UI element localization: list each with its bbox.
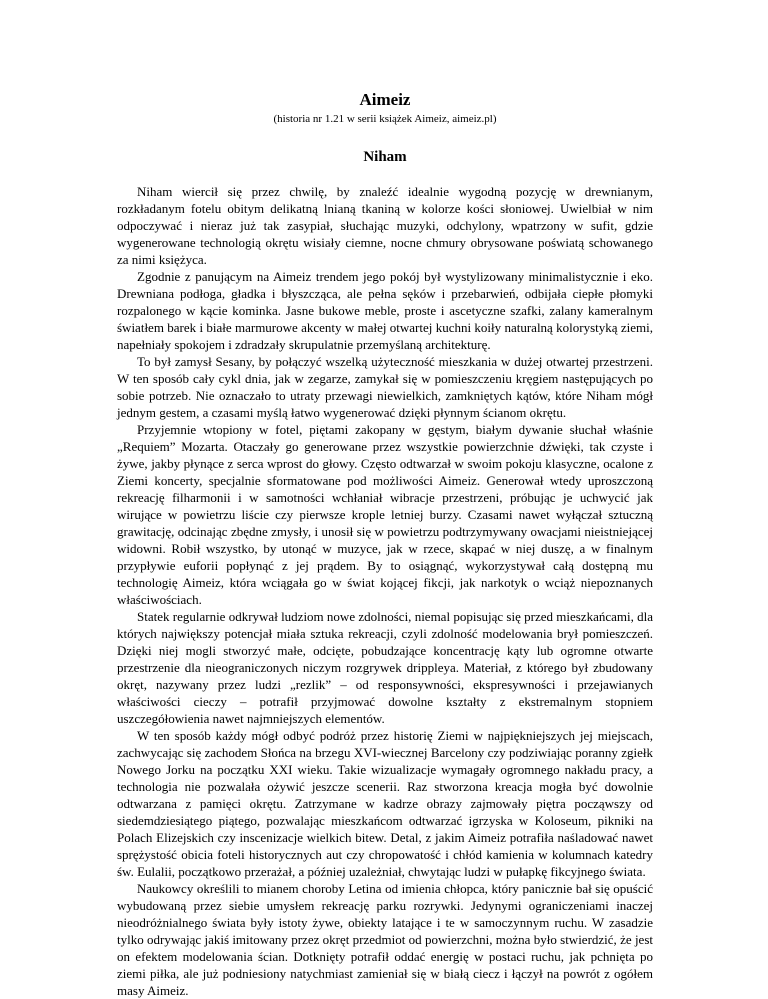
paragraph: Niham wiercił się przez chwilę, by znaleźć idealnie wygodną pozycję w drewnianym, rozkładanym fotelu obitym delikatną lnianą tkaniną w kolorze kości słoniowej. Uwielbiał w nim odpoczywać i nieraz już tak zasypiał, słuchając muzyki, odchylony, wpatrzony w sufit, gdzie wygenerowane technologią okrętu wisiały ciemne, nocne chmury obrysowane poświatą schowanego za nimi księżyca.	[117, 184, 653, 267]
paragraph: Zgodnie z panującym na Aimeiz trendem jego pokój był wystylizowany minimalistycznie i eko. Drewniana podłoga, gładka i błyszcząca, ale pełna sęków i przebarwień, odbijała ciepłe płomyki rozpalonego w kącie kominka. Jasne bukowe meble, proste i ascetyczne szafki, zalany kameralnym światłem barek i białe marmurowe akcenty w małej otwartej kuchni koiły naturalną kolorystyką ziemi, napełniały spokojem i zdradzały skrupulatnie przemyślaną architekturę.	[117, 269, 653, 352]
paragraph: Statek regularnie odkrywał ludziom nowe zdolności, niemal popisując się przed mieszkańcami, dla których największy potencjał miała sztuka rekreacji, czyli zdolność modelowania brył pomieszczeń. Dzięki niej mogli stworzyć małe, odcięte, pobudzające koncentrację kąty lub ogromne otwarte przestrzenie dla nieograniczonych niczym rozgrywek drippleya. Materiał, z którego był zbudowany okręt, nazywany przez ludzi „rezlik” – od responsywności, ekspresywności i przejawianych właściwości cieczy – potrafił przyjmować dowolne kształty z ekstremalnym stopniem uszczegółowienia nawet najmniejszych elementów.	[117, 609, 653, 726]
story-body	[117, 183, 653, 999]
book-title: Aimeiz	[359, 90, 411, 109]
paragraph: Naukowcy określili to mianem choroby Letina od imienia chłopca, który panicznie bał się opuścić wybudowaną przez siebie umysłem rekreację parku rozrywki. Jedynymi ograniczeniami inaczej nieodróżnialnego świata były istoty żywe, obiekty latające i te w samoczynnym ruchu. W zasadzie tylko odrywając jakiś imitowany przez okręt przedmiot od powierzchni, można było stwierdzić, że jest on efektem modelowania ścian. Dotknięty potrafił oddać energię w postaci ruchu, jak pchnięta po ziemi piłka, ale już podniesiony natychmiast zamieniał się w białą ciecz i łączył na powrót z ogółem masy Aimeiz.	[117, 881, 653, 998]
paragraph: Przyjemnie wtopiony w fotel, piętami zakopany w gęstym, białym dywanie słuchał właśnie „Requiem” Mozarta. Otaczały go generowane przez wszystkie powierzchnie dźwięki, tak czyste i żywe, jakby płynące z serca wprost do głowy. Często odtwarzał w swoim pokoju klasyczne, ocalone z Ziemi koncerty, specjalnie sformatowane pod możliwości Aimeiz. Generował wtedy uproszczoną rekreację filharmonii i w samotności wchłaniał wibracje przestrzeni, próbując je uchwycić jak wirujące w powietrzu liście czy pierwsze krople letniej burzy. Czasami nawet wyłączał sztuczną grawitację, odcinając zbędne zmysły, i unosił się w powietrzu podtrzymywany owacjami nieistniejącej widowni. Robił wszystko, by utonąć w muzyce, jak w rzece, skąpać w niej duszę, a w finalnym przypływie euforii popłynąć z jej prądem. By to osiągnąć, wykorzystywał całą dostępną mu technologię Aimeiz, która wciągała go w świat kojącej fikcji, jak narkotyk o wciąż niepoznanych właściwościach.	[117, 422, 653, 607]
paragraph: W ten sposób każdy mógł odbyć podróż przez historię Ziemi w najpiękniejszych jej miejscach, zachwycając się zachodem Słońca na brzegu XVI-wiecznej Barcelony czy podziwiając poranny zgiełk Nowego Jorku na początku XXI wieku. Takie wizualizacje wymagały ogromnego nakładu pracy, a technologia nie pozwalała ożywić jeszcze scenerii. Raz stworzona kreacja mogła być dowolnie odtwarzana z pamięci okrętu. Zatrzymane w kadrze obrazy zajmowały piętra począwszy od siedemdziesiątego piątego, pozwalając mieszkańcom odtwarzać igrzyska w Koloseum, pikniki na Polach Elizejskich czy inscenizacje wielkich bitew. Detal, z jakim Aimeiz potrafiła naśladować nawet sprężystość obicia foteli historycznych aut czy chropowatość i chłód kamienia w kolumnach katedry św. Eulalii, początkowo przerażał, a później uzależniał, chwytając ludzi w pułapkę fikcyjnego świata.	[117, 728, 653, 879]
story-title: Niham	[363, 149, 407, 165]
paragraph: To był zamysł Sesany, by połączyć wszelką użyteczność mieszkania w dużej otwartej przestrzeni. W ten sposób cały cykl dnia, jak w zegarze, zamykał się w pomieszczeniu kręgiem następujących po sobie potrzeb. Nie oznaczało to utraty przewagi niewielkich, zamkniętych kątów, które Niham mógł jednym gestem, a czasami myślą łatwo wygenerować dzięki płynnym ścianom okrętu.	[117, 354, 653, 420]
book-subtitle: (historia nr 1.21 w serii książek Aimeiz, aimeiz.pl)	[273, 113, 497, 125]
